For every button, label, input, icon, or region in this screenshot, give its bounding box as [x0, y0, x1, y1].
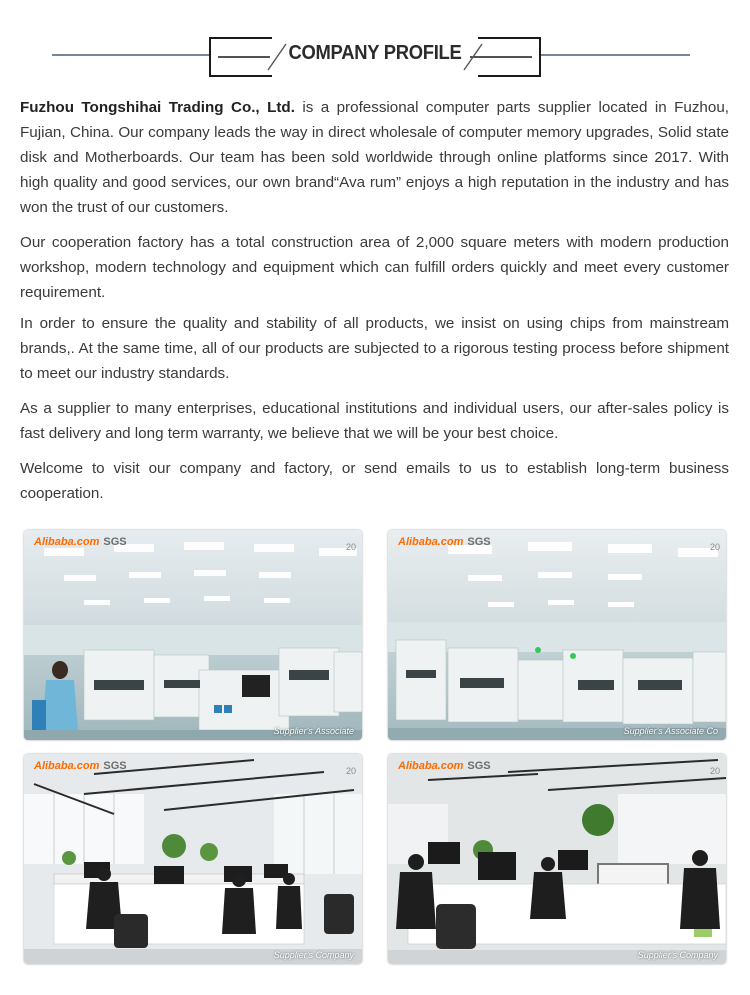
company-name: Fuzhou Tongshihai Trading Co., Ltd.	[20, 99, 295, 116]
sgs-badge: SGS	[467, 536, 491, 548]
sgs-badge: SGS	[467, 760, 491, 772]
alibaba-watermark	[34, 536, 127, 548]
photo-year-mark: 20	[345, 542, 356, 552]
photo-caption: Supplier's Associate Co	[623, 726, 718, 736]
alibaba-logo-text: Alibaba.com	[398, 760, 464, 772]
paragraph-aftersales: As a supplier to many enterprises, educational institutions and individual users, our after-sales policy is fast delivery and long term warranty, we believe that we will be your best choice.	[20, 400, 729, 442]
photo-year-mark: 20	[709, 766, 720, 776]
photo-caption: Supplier's Company	[637, 950, 718, 960]
paragraph-intro	[20, 95, 729, 220]
office-photo-1	[24, 754, 362, 964]
paragraph-quality: In order to ensure the quality and stability of all products, we insist on using chips from mainstream brands,. At the same time, all of our products are subjected to a rigorous testing process before shipment to meet our industry standards.	[20, 315, 729, 382]
photo-caption: Supplier's Associate	[273, 726, 354, 736]
alibaba-logo-text: Alibaba.com	[34, 760, 100, 772]
alibaba-logo-text: Alibaba.com	[398, 536, 464, 548]
photo-caption: Supplier's Company	[273, 950, 354, 960]
alibaba-watermark	[34, 760, 127, 772]
alibaba-logo-text: Alibaba.com	[34, 536, 100, 548]
section-header	[0, 0, 750, 92]
sgs-badge: SGS	[103, 760, 127, 772]
paragraph-welcome: Welcome to visit our company and factory, or send emails to us to establish long-term business cooperation.	[20, 460, 729, 502]
factory-photo-2	[388, 530, 726, 740]
paragraph-intro-text: is a professional computer parts supplier located in Fuzhou, Fujian, China. Our company leads the way in direct wholesale of computer memory upgrades, Solid state disk and Motherboards. Our team has been sold worldwide through online platforms since 2017. With high quality and good services, our own brand“Ava rum” enjoys a high reputation in the industry and has won the trust of our customers.	[20, 99, 729, 216]
photo-year-mark: 20	[345, 766, 356, 776]
factory-photo-1	[24, 530, 362, 740]
alibaba-watermark	[398, 536, 491, 548]
alibaba-watermark	[398, 760, 491, 772]
office-photo-2	[388, 754, 726, 964]
company-description	[20, 95, 729, 516]
photo-year-mark: 20	[709, 542, 720, 552]
page-title: COMPANY PROFILE	[288, 42, 462, 64]
sgs-badge: SGS	[103, 536, 127, 548]
paragraph-factory: Our cooperation factory has a total construction area of 2,000 square meters with modern production workshop, modern technology and equipment which can fulfill orders quickly and meet every customer requirement.	[20, 234, 729, 301]
